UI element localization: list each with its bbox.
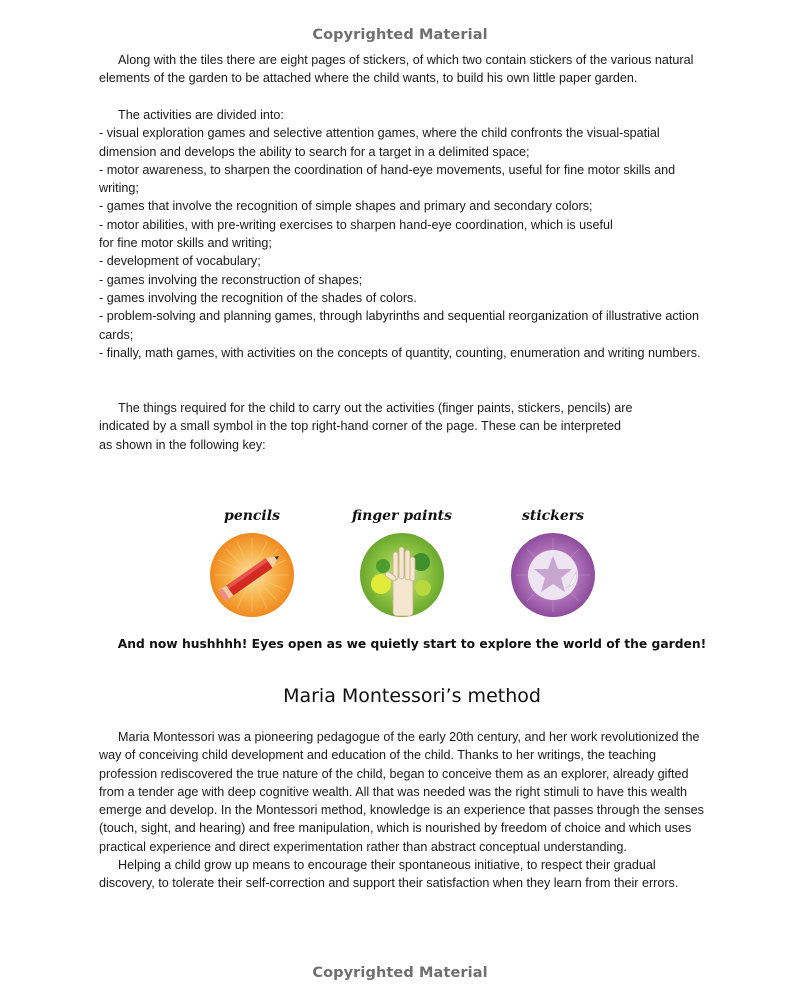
- montessori-paragraph: Maria Montessori was a pioneering pedagogue of the early 20th century, and her work revolutionized the way of conceiving child development and education of the child. Thanks to her writings, the teaching profession rediscovered the true nature of the child, began to conceive them as an explorer, already gifted from a tender age with deep cognitive wealth. All that was needed was the right stimuli to have this wealth emerge and develop. In the Montessori method, knowledge is an experience that passes through the senses (touch, sight, and hearing) and free manipulation, which is nourished by freedom of choice and which uses practical experience and direct experimentation rather than abstract conceptual understanding.: [99, 730, 704, 854]
- key-intro-paragraph: [99, 399, 711, 454]
- activity-item: - problem-solving and planning games, through labyrinths and sequential reorganization of illustrative action cards;: [99, 309, 699, 342]
- key-label-stickers: stickers: [521, 508, 585, 524]
- activity-item: - motor awareness, to sharpen the coordination of hand-eye movements, useful for fine motor skills and writing;: [99, 162, 676, 196]
- activity-item: - visual exploration games and selective attention games, where the child confronts the visual-spatial dimension and develops the ability to search for a target in a delimited space;: [99, 126, 660, 159]
- symbol-key: [205, 505, 605, 620]
- activity-item: - games that involve the recognition of simple shapes and primary and secondary colors;: [99, 199, 593, 214]
- key-item-pencils: [202, 505, 302, 618]
- montessori-paragraph: Helping a child grow up means to encourage their spontaneous initiative, to respect their gradual discovery, to tolerate their self-correction and support their satisfaction when they learn from their errors.: [99, 858, 679, 891]
- intro-text: Along with the tiles there are eight pages of stickers, of which two contain stickers of the various natural elements of the garden to be attached where the child wants, to build his own little paper garden.: [99, 53, 694, 86]
- activity-item: - motor abilities, with pre-writing exercises to sharpen hand-eye coordination, which is useful: [99, 217, 613, 232]
- intro-paragraph: [99, 51, 711, 88]
- activity-item: - games involving the recognition of the shades of colors.: [99, 290, 417, 305]
- activity-item: - games involving the reconstruction of shapes;: [99, 272, 363, 287]
- key-item-stickers: [503, 505, 603, 618]
- tagline: And now hushhhh! Eyes open as we quietly start to explore the world of the garden!: [117, 637, 707, 651]
- montessori-paragraphs: [99, 728, 711, 893]
- pencil-icon: [209, 532, 295, 618]
- activity-item: for fine motor skills and writing;: [99, 236, 272, 251]
- hand-icon: [359, 532, 445, 618]
- activities-list: [99, 106, 711, 362]
- key-intro-line: as shown in the following key:: [99, 437, 266, 452]
- key-label-finger-paints: finger paints: [352, 508, 453, 524]
- key-intro-line: The things required for the child to carry out the activities (finger paints, stickers, pencils) are: [118, 401, 633, 415]
- key-label-pencils: pencils: [224, 508, 280, 524]
- copyright-watermark-top: Copyrighted Material: [312, 27, 488, 43]
- key-item-finger-paints: [352, 505, 452, 618]
- activity-item: - finally, math games, with activities on the concepts of quantity, counting, enumeration and writing numbers.: [99, 345, 701, 360]
- copyright-watermark-bottom: Copyrighted Material: [312, 965, 488, 981]
- key-intro-line: indicated by a small symbol in the top right-hand corner of the page. These can be interpreted: [99, 419, 622, 434]
- activities-heading: The activities are divided into:: [118, 108, 284, 122]
- sticker-star-icon: [510, 532, 596, 618]
- section-title: Maria Montessori’s method: [283, 685, 541, 707]
- activity-item: - development of vocabulary;: [99, 254, 261, 269]
